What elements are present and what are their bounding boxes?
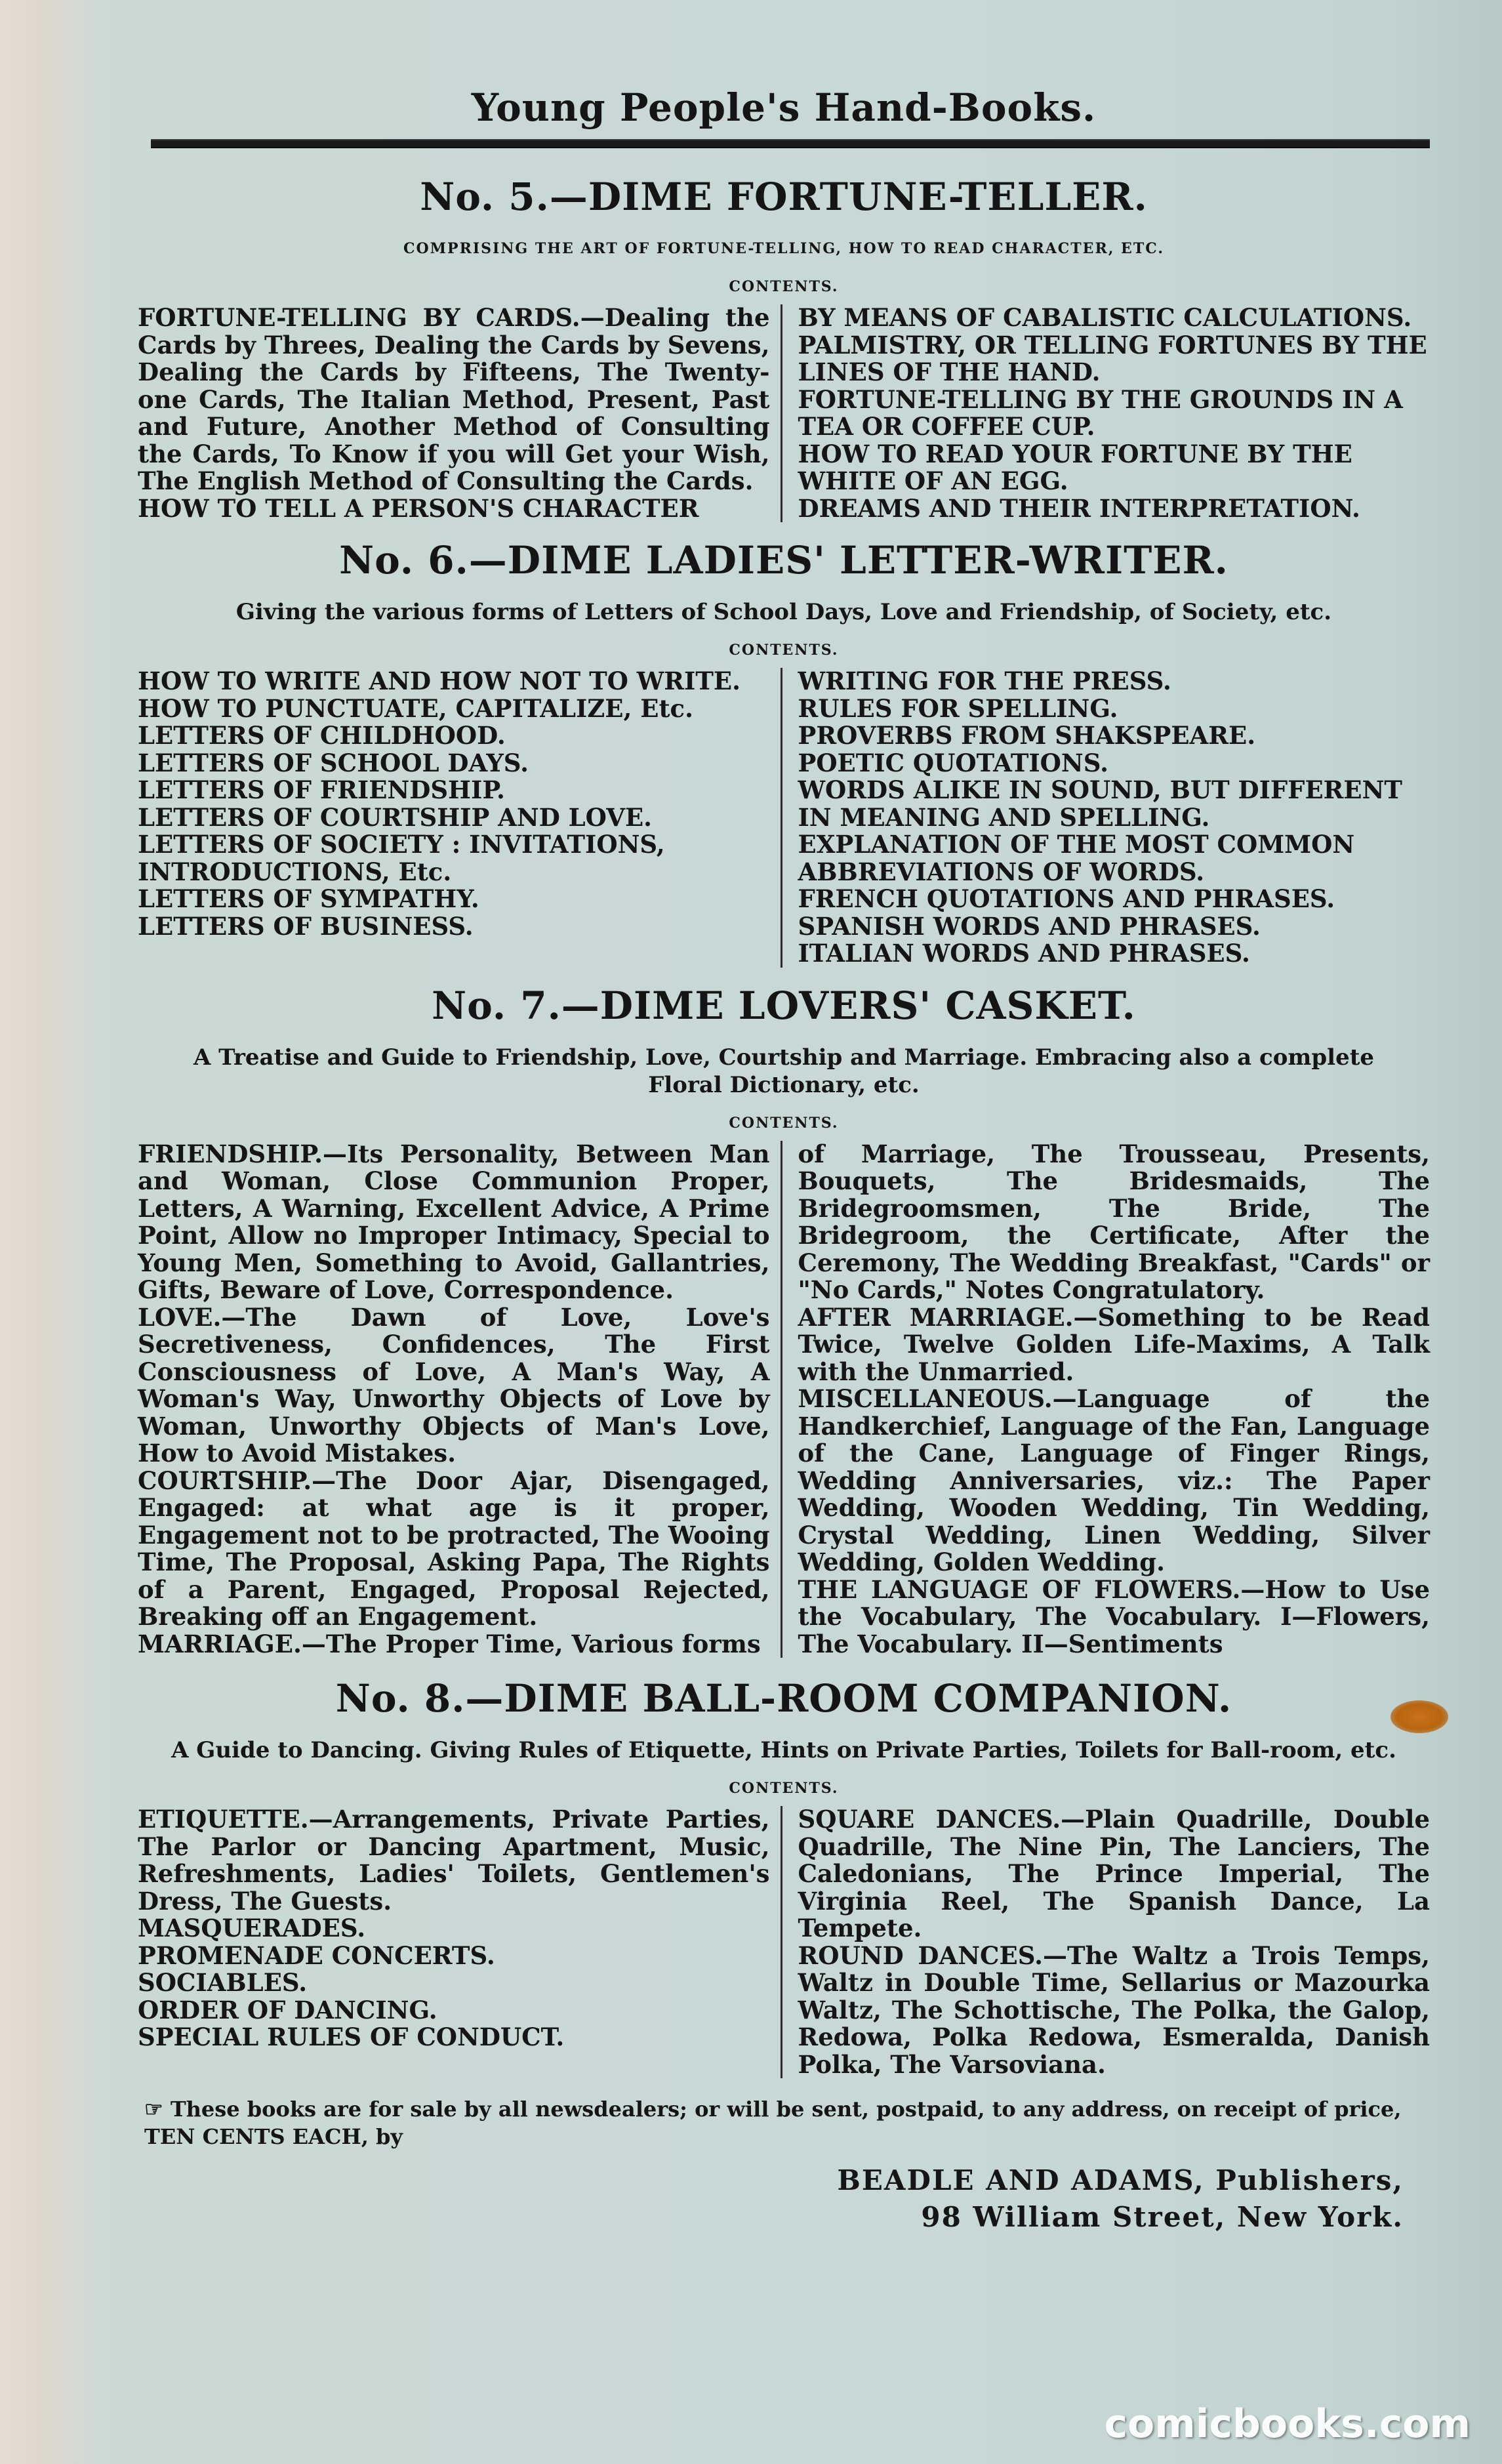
contents-entry: SQUARE DANCES.—Plain Quadrille, Double Quadrille, The Nine Pin, The Lanciers, The Caledonians, The Prince Imperial, The Virginia Reel, The Spanish Dance, La Tempete. [798,1805,1430,1942]
section-title: No. 7.—DIME LOVERS' CASKET. [432,983,1136,1028]
publisher-address: 98 William Street, New York. [921,2201,1404,2233]
contents-entry: WORDS ALIKE IN SOUND, BUT DIFFERENT IN MEANING AND SPELLING. [798,775,1402,832]
publisher-name: BEADLE AND ADAMS, Publishers, [837,2164,1404,2196]
contents-left-column [138,668,781,968]
contents-entry: SPANISH WORDS AND PHRASES. [798,911,1261,941]
contents-entry: LETTERS OF SCHOOL DAYS. [138,748,529,777]
contents-entry: EXPLANATION OF THE MOST COMMON ABBREVIATIONS OF WORDS. [798,830,1355,886]
contents-entry: LETTERS OF SYMPATHY. [138,884,479,913]
contents-entry: LETTERS OF SOCIETY : INVITATIONS, INTRODUCTIONS, Etc. [138,830,665,886]
contents-entry: LETTERS OF COURTSHIP AND LOVE. [138,802,653,832]
contents-entry: ORDER OF DANCING. [138,1995,437,2024]
contents-label: CONTENTS. [729,1114,839,1132]
page-edge [0,0,98,2464]
section-title: No. 6.—DIME LADIES' LETTER-WRITER. [339,538,1228,583]
contents-entry: HOW TO WRITE AND HOW NOT TO WRITE. [138,667,741,695]
section-ball-room-companion [138,1676,1430,2078]
contents-label: CONTENTS. [729,1780,839,1797]
contents-entry: FORTUNE-TELLING BY CARDS.—Dealing the Cards by Threes, Dealing the Cards by Sevens, Dealing the Cards by Fifteens, The Twenty-one Cards, The Italian Method, Present, Past and Future, Another Method of Consulting the Cards, To Know if you will Get your Wish, The English Method of Consulting the Cards. [138,303,770,495]
contents-entry: FORTUNE-TELLING BY THE GROUNDS IN A TEA OR COFFEE CUP. [798,384,1403,441]
contents-entry: COURTSHIP.—The Door Ajar, Disengaged, Engaged: at what age is it proper, Engagement not to be protracted, The Wooing Time, The Proposal, Asking Papa, The Rights of a Parent, Engaged, Proposal Rejected, Breaking off an Engagement. [138,1466,770,1631]
watermark-text: comicbooks.com [1104,2401,1471,2447]
contents-right-column [781,1141,1431,1658]
contents-label: CONTENTS. [729,278,839,295]
contents-entry: HOW TO PUNCTUATE, CAPITALIZE, Etc. [138,693,693,723]
contents-entry: DREAMS AND THEIR INTERPRETATION. [798,493,1360,523]
contents-entry: LETTERS OF FRIENDSHIP. [138,775,505,804]
contents-entry: HOW TO TELL A PERSON'S CHARACTER [138,493,699,523]
contents-right-column [781,1806,1431,2078]
contents-columns [138,668,1430,968]
contents-entry: ITALIAN WORDS AND PHRASES. [798,939,1250,968]
contents-entry: FRENCH QUOTATIONS AND PHRASES. [798,884,1335,913]
contents-entry: LETTERS OF BUSINESS. [138,911,474,941]
contents-entry: FRIENDSHIP.—Its Personality, Between Man and Woman, Close Communion Proper, Letters, A Warning, Excellent Advice, A Prime Point, Allow no Improper Intimacy, Special to Young Men, Something to Avoid, Gallantries, Gifts, Beware of Love, Correspondence. [138,1139,770,1304]
contents-entry: ROUND DANCES.—The Waltz a Trois Temps, Waltz in Double Time, Sellarius or Mazourka Waltz, The Schottische, The Polka, the Galop, Redowa, Polka Redowa, Esmeralda, Danish Polka, The Varsoviana. [798,1940,1430,2079]
section-letter-writer [138,538,1430,968]
section-subtitle: Giving the various forms of Letters of School Days, Love and Friendship, of Society, etc. [235,599,1332,625]
contents-columns [138,1141,1430,1658]
header-rule [151,139,1430,148]
contents-entry: MASQUERADES. [138,1914,366,1942]
contents-right-column [781,668,1431,968]
contents-columns [138,1806,1430,2078]
contents-entry: LETTERS OF CHILDHOOD. [138,721,506,750]
contents-left-column [138,1141,781,1658]
contents-entry: PALMISTRY, OR TELLING FORTUNES BY THE LINES OF THE HAND. [798,330,1427,386]
contents-entry: THE LANGUAGE OF FLOWERS.—How to Use the Vocabulary, The Vocabulary. I—Flowers, The Vocabulary. II—Sentiments [798,1574,1430,1658]
section-subtitle: COMPRISING THE ART OF FORTUNE-TELLING, HOW TO READ CHARACTER, ETC. [403,240,1164,257]
contents-entry: MISCELLANEOUS.—Language of the Handkerchief, Language of the Fan, Language of the Cane, Language of Finger Rings, Wedding Anniversaries, viz.: The Paper Wedding, Wooden Wedding, Tin Wedding, Crystal Wedding, Linen Wedding, Silver Wedding, Golden Wedding. [798,1384,1430,1576]
contents-left-column [138,1806,781,2078]
contents-entry: AFTER MARRIAGE.—Something to be Read Twice, Twelve Golden Life-Maxims, A Talk with the Unmarried. [798,1302,1430,1386]
contents-entry: PROMENADE CONCERTS. [138,1940,495,1970]
contents-columns [138,304,1430,522]
contents-entry: HOW TO READ YOUR FORTUNE BY THE WHITE OF AN EGG. [798,439,1352,495]
contents-entry: of Marriage, The Trousseau, Presents, Bouquets, The Bridesmaids, The Bridegroomsmen, The Bride, The Bridegroom, the Certificate, After the Ceremony, The Wedding Breakfast, "Cards" or "No Cards," Notes Congratulatory. [798,1139,1430,1304]
page-header-title: Young People's Hand-Books. [471,85,1097,130]
contents-entry: POETIC QUOTATIONS. [798,748,1109,777]
section-title: No. 8.—DIME BALL-ROOM COMPANION. [335,1676,1232,1721]
section-fortune-teller [138,175,1430,522]
section-title: No. 5.—DIME FORTUNE-TELLER. [420,175,1148,219]
publisher-block [138,2162,1430,2236]
contents-entry: MARRIAGE.—The Proper Time, Various forms [138,1629,761,1658]
contents-entry: WRITING FOR THE PRESS. [798,667,1171,695]
contents-right-column [781,304,1431,522]
ordering-note: ☞ These books are for sale by all newsdealers; or will be sent, postpaid, to any address, on receipt of price, TEN CENTS EACH, by [144,2097,1402,2149]
contents-entry: PROVERBS FROM SHAKSPEARE. [798,721,1256,750]
contents-entry: BY MEANS OF CABALISTIC CALCULATIONS. [798,303,1412,332]
section-subtitle: A Guide to Dancing. Giving Rules of Etiquette, Hints on Private Parties, Toilets for Ball-room, etc. [171,1737,1396,1763]
contents-entry: SOCIABLES. [138,1968,308,1997]
section-subtitle: A Treatise and Guide to Friendship, Love, Courtship and Marriage. Embracing also a complete Floral Dictionary, etc. [193,1044,1375,1098]
contents-left-column [138,304,781,522]
contents-entry: LOVE.—The Dawn of Love, Love's Secretiveness, Confidences, The First Consciousness of Love, A Man's Way, A Woman's Way, Unworthy Objects of Love by Woman, Unworthy Objects of Man's Love, How to Avoid Mistakes. [138,1302,770,1468]
ink-stain [1390,1700,1448,1733]
contents-entry: RULES FOR SPELLING. [798,693,1118,723]
contents-entry: ETIQUETTE.—Arrangements, Private Parties, The Parlor or Dancing Apartment, Music, Refreshments, Ladies' Toilets, Gentlemen's Dress, The Guests. [138,1805,770,1916]
contents-entry: SPECIAL RULES OF CONDUCT. [138,2023,565,2051]
contents-label: CONTENTS. [729,642,839,659]
section-lovers-casket [138,983,1430,1658]
